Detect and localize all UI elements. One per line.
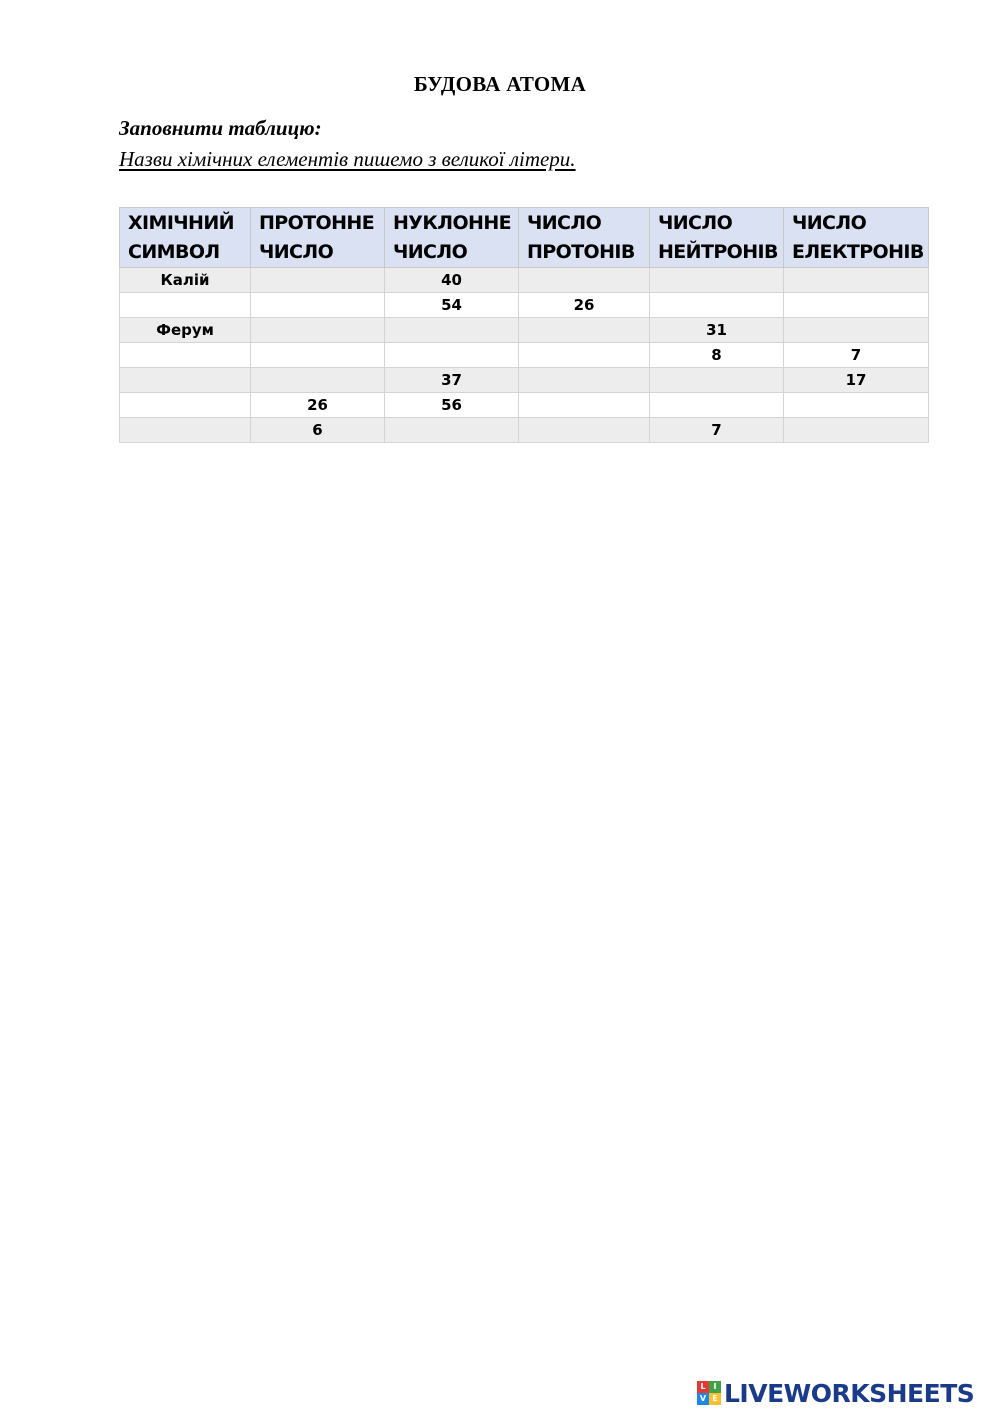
cell-symbol[interactable]: Калій	[120, 268, 251, 293]
cell-proton-number[interactable]: 26	[251, 393, 385, 418]
cell-protons[interactable]	[519, 368, 650, 393]
cell-nucleon-number[interactable]: 56	[385, 393, 519, 418]
logo-mark-letter: I	[709, 1381, 721, 1393]
logo-mark-letter: E	[709, 1393, 721, 1405]
cell-electrons[interactable]	[784, 293, 929, 318]
cell-protons[interactable]	[519, 343, 650, 368]
cell-neutrons[interactable]	[650, 368, 784, 393]
cell-nucleon-number[interactable]: 40	[385, 268, 519, 293]
cell-electrons[interactable]	[784, 418, 929, 443]
header-chemical-symbol: ХІМІЧНИЙ СИМВОЛ	[120, 208, 251, 268]
cell-nucleon-number[interactable]	[385, 343, 519, 368]
cell-proton-number[interactable]	[251, 368, 385, 393]
cell-electrons[interactable]	[784, 268, 929, 293]
cell-symbol[interactable]	[120, 418, 251, 443]
table-row	[120, 368, 929, 393]
cell-neutrons[interactable]: 7	[650, 418, 784, 443]
table-row	[120, 343, 929, 368]
cell-symbol[interactable]	[120, 293, 251, 318]
cell-nucleon-number[interactable]	[385, 418, 519, 443]
cell-electrons[interactable]: 7	[784, 343, 929, 368]
cell-proton-number[interactable]: 6	[251, 418, 385, 443]
header-neutrons-count: ЧИСЛО НЕЙТРОНІВ	[650, 208, 784, 268]
cell-neutrons[interactable]	[650, 293, 784, 318]
header-electrons-count: ЧИСЛО ЕЛЕКТРОНІВ	[784, 208, 929, 268]
cell-neutrons[interactable]: 8	[650, 343, 784, 368]
cell-neutrons[interactable]	[650, 393, 784, 418]
table-row	[120, 318, 929, 343]
note-text: Назви хімічних елементів пишемо з великої літери.	[119, 147, 576, 171]
instruction-text: Заповнити таблицю:	[119, 116, 322, 140]
cell-protons[interactable]	[519, 268, 650, 293]
cell-nucleon-number[interactable]: 54	[385, 293, 519, 318]
cell-proton-number[interactable]	[251, 268, 385, 293]
cell-symbol[interactable]	[120, 393, 251, 418]
logo-mark-letter: L	[697, 1381, 709, 1393]
logo-mark-icon	[697, 1381, 721, 1405]
cell-nucleon-number[interactable]: 37	[385, 368, 519, 393]
table-row	[120, 393, 929, 418]
header-protons-count: ЧИСЛО ПРОТОНІВ	[519, 208, 650, 268]
cell-electrons[interactable]	[784, 393, 929, 418]
cell-symbol[interactable]	[120, 368, 251, 393]
cell-protons[interactable]	[519, 393, 650, 418]
cell-neutrons[interactable]: 31	[650, 318, 784, 343]
logo-mark-letter: V	[697, 1393, 709, 1405]
cell-symbol[interactable]	[120, 343, 251, 368]
header-proton-number: ПРОТОННЕ ЧИСЛО	[251, 208, 385, 268]
header-nucleon-number: НУКЛОННЕ ЧИСЛО	[385, 208, 519, 268]
cell-proton-number[interactable]	[251, 293, 385, 318]
cell-electrons[interactable]	[784, 318, 929, 343]
table-row	[120, 268, 929, 293]
cell-proton-number[interactable]	[251, 318, 385, 343]
atom-structure-table	[119, 207, 929, 443]
cell-electrons[interactable]: 17	[784, 368, 929, 393]
cell-protons[interactable]	[519, 418, 650, 443]
table-row	[120, 293, 929, 318]
cell-protons[interactable]: 26	[519, 293, 650, 318]
cell-protons[interactable]	[519, 318, 650, 343]
table-row	[120, 418, 929, 443]
table-header-row	[120, 208, 929, 268]
cell-nucleon-number[interactable]	[385, 318, 519, 343]
cell-proton-number[interactable]	[251, 343, 385, 368]
cell-symbol[interactable]: Ферум	[120, 318, 251, 343]
logo-text: LIVEWORKSHEETS	[724, 1378, 975, 1408]
liveworksheets-logo	[697, 1378, 974, 1408]
page-title: БУДОВА АТОМА	[413, 72, 587, 96]
cell-neutrons[interactable]	[650, 268, 784, 293]
